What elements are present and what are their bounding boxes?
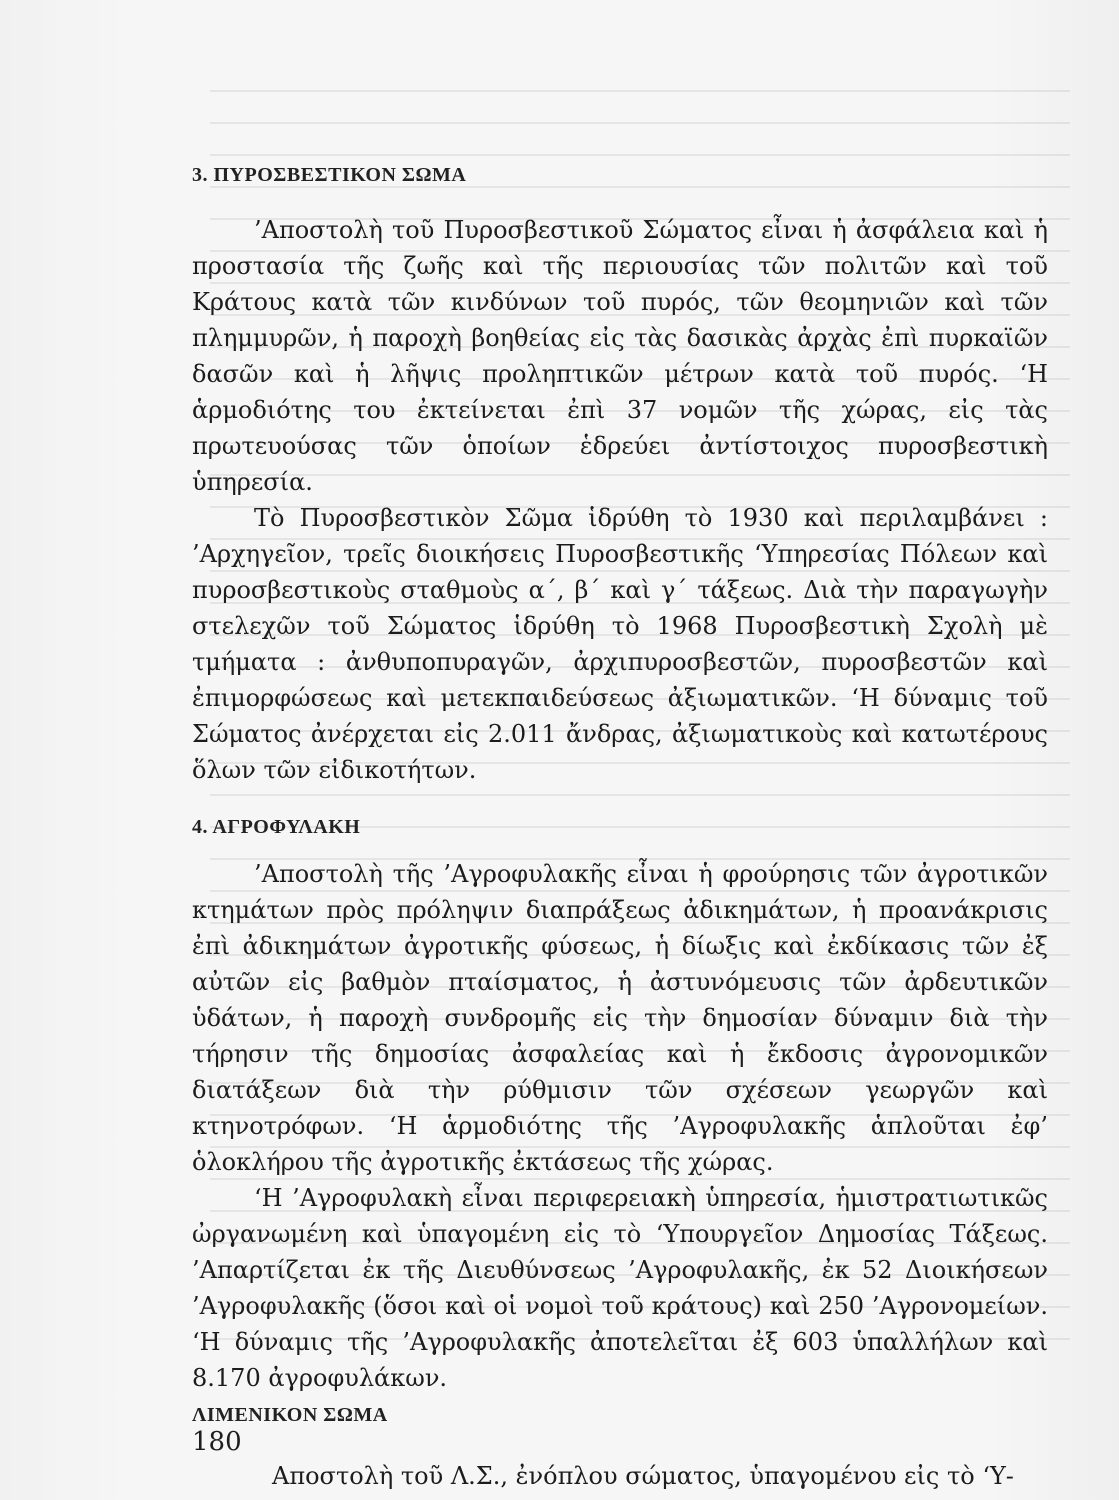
section-heading-rural-police: 4. ΑΓΡΟΦΥΛΑΚΗ	[192, 816, 361, 838]
paragraph-fire-service-organization: Τὸ Πυροσβεστικὸν Σῶμα ἱδρύθη τὸ 1930 καὶ περιλαμβάνει : ’Αρχηγεῖον, τρεῖς διοικήσεις Πυροσβεστικῆς ‘Υπηρεσίας Πόλεων καὶ πυροσβεστικοὺς σταθμοὺς α΄, β΄ καὶ γ΄ τάξεως. Διὰ τὴν παραγωγὴν στελεχῶν τοῦ Σώματος ἱδρύθη τὸ 1968 Πυροσβεστικὴ Σχολὴ μὲ τμήματα : ἀνθυποπυραγῶν, ἀρχιπυροσβεστῶν, πυροσβεστῶν καὶ ἐπιμορφώσεως καὶ μετεκπαιδεύσεως ἀξιωματικῶν. ‘Η δύναμις τοῦ Σώματος ἀνέρχεται εἰς 2.011 ἄνδρας, ἀξιωματικοὺς καὶ κατωτέρους ὅλων τῶν εἰδικοτήτων.	[192, 504, 1048, 784]
section-heading-port-corps: ΛΙΜΕΝΙΚΟΝ ΣΩΜΑ	[192, 1404, 388, 1426]
paragraph-rural-police-mission: ’Αποστολὴ τῆς ’Αγροφυλακῆς εἶναι ἡ φρούρησις τῶν ἀγροτικῶν κτημάτων πρὸς πρόληψιν διαπράξεως ἀδικημάτων, ἡ προανάκρισις ἐπὶ ἀδικημάτων ἀγροτικῆς φύσεως, ἡ δίωξις καὶ ἐκδίκασις τῶν ἐξ αὐτῶν εἰς βαθμὸν πταίσματος, ἡ ἀστυνόμευσις τῶν ἀρδευτικῶν ὑδάτων, ἡ παροχὴ συνδρομῆς εἰς τὴν δημοσίαν δύναμιν διὰ τὴν τήρησιν τῆς δημοσίας ἀσφαλείας καὶ ἡ ἔκδοσις ἀγρονομικῶν διατάξεων διὰ τὴν ρύθμισιν τῶν σχέσεων γεωργῶν καὶ κτηνοτρόφων. ‘Η ἁρμοδιότης τῆς ’Αγροφυλακῆς ἁπλοῦται ἐφ’ ὁλοκλήρου τῆς ἀγροτικῆς ἐκτάσεως τῆς χώρας.	[192, 860, 1048, 1176]
section-heading-fire-service: 3. ΠΥΡΟΣΒΕΣΤΙΚΟΝ ΣΩΜΑ	[192, 164, 467, 186]
paragraph-rural-police-organization: ‘Η ’Αγροφυλακὴ εἶναι περιφερειακὴ ὑπηρεσία, ἡμιστρατιωτικῶς ὠργανωμένη καὶ ὑπαγομένη εἰς τὸ ‘Υπουργεῖον Δημοσίας Τάξεως. ’Απαρτίζεται ἐκ τῆς Διευθύνσεως ’Αγροφυλακῆς, ἐκ 52 Διοικήσεων ’Αγροφυλακῆς (ὅσοι καὶ οἱ νομοὶ τοῦ κράτους) καὶ 250 ’Αγρονομείων. ‘Η δύναμις τῆς ’Αγροφυλακῆς ἀποτελεῖται ἐξ 603 ὑπαλλήλων καὶ 8.170 ἀγροφυλάκων.	[192, 1184, 1048, 1392]
paragraph-port-corps-mission: Αποστολὴ τοῦ Λ.Σ., ἐνόπλου σώματος, ὑπαγομένου εἰς τὸ ‘Υ-	[272, 1462, 1014, 1490]
page-content	[192, 158, 1048, 1494]
paragraph-fire-service-mission: ’Αποστολὴ τοῦ Πυροσβεστικοῦ Σώματος εἶναι ἡ ἀσφάλεια καὶ ἡ προστασία τῆς ζωῆς καὶ τῆς περιουσίας τῶν πολιτῶν καὶ τοῦ Κράτους κατὰ τῶν κινδύνων τοῦ πυρός, τῶν θεομηνιῶν καὶ τῶν πλημμυρῶν, ἡ παροχὴ βοηθείας εἰς τὰς δασικὰς ἀρχὰς ἐπὶ πυρκαϊῶν δασῶν καὶ ἡ λῆψις προληπτικῶν μέτρων κατὰ τοῦ πυρός. ‘Η ἁρμοδιότης του ἐκτείνεται ἐπὶ 37 νομῶν τῆς χώρας, εἰς τὰς πρωτευούσας τῶν ὁποίων ἑδρεύει ἀντίστοιχος πυροσβεστικὴ ὑπηρεσία.	[192, 216, 1048, 496]
page-number: 180	[192, 1427, 242, 1457]
